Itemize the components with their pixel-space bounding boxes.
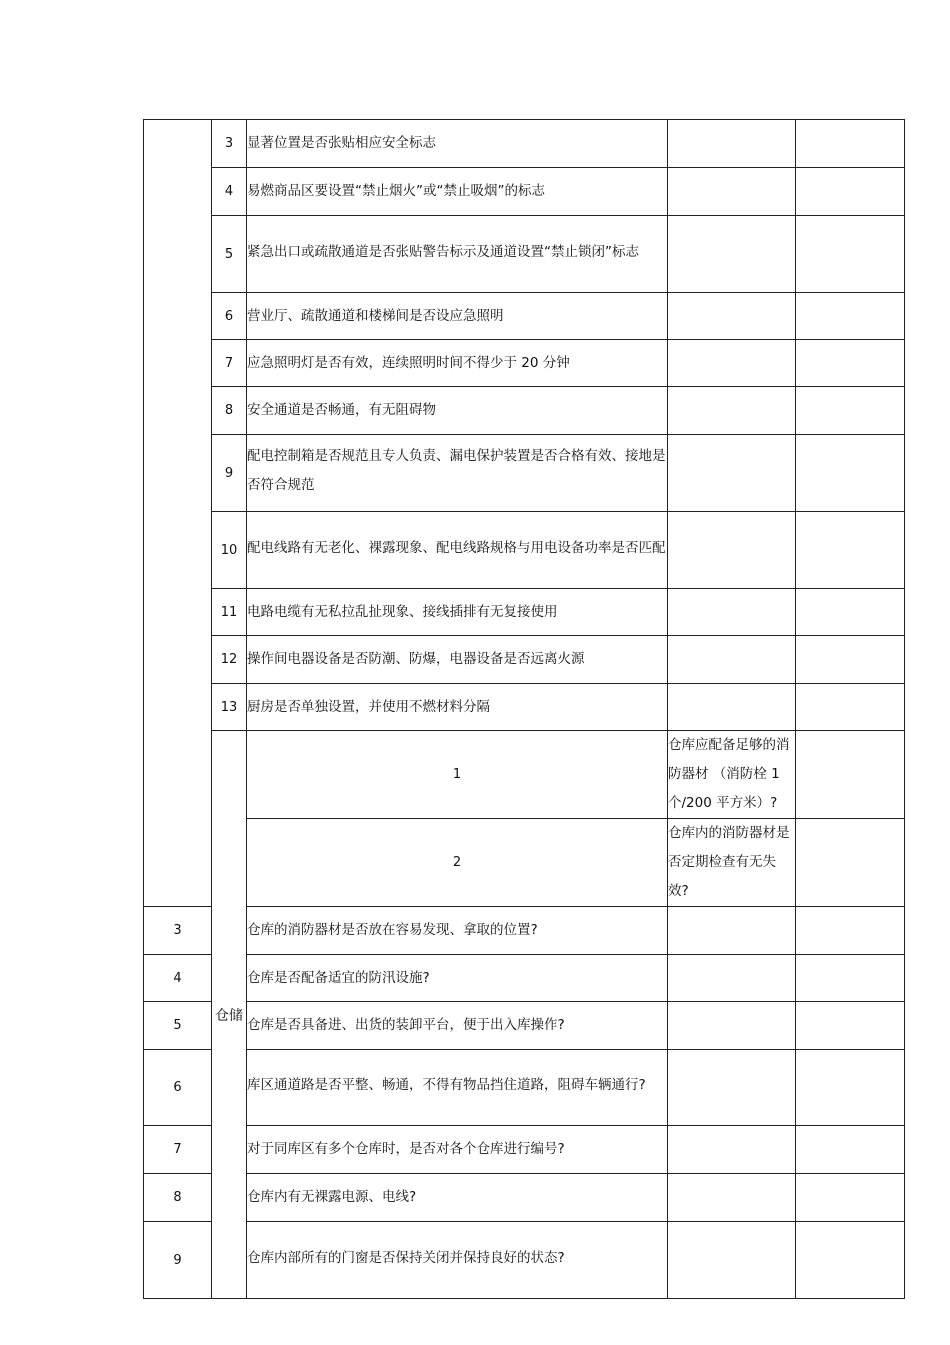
remark-cell[interactable] <box>796 293 905 340</box>
result-cell[interactable] <box>668 589 796 636</box>
table-row <box>144 819 905 907</box>
row-number: 3 <box>212 120 247 168</box>
check-item: 仓库内部所有的门窗是否保持关闭并保持良好的状态? <box>247 1222 668 1299</box>
check-item: 仓库是否配备适宜的防汛设施? <box>247 955 668 1002</box>
check-item: 操作间电器设备是否防潮、防爆，电器设备是否远离火源 <box>247 636 668 684</box>
check-item: 易燃商品区要设置“禁止烟火”或“禁止吸烟”的标志 <box>247 168 668 216</box>
table-row <box>144 340 905 387</box>
table-row <box>144 435 905 512</box>
result-cell[interactable] <box>668 120 796 168</box>
remark-cell[interactable] <box>796 684 905 731</box>
table-row <box>144 1002 905 1050</box>
row-number: 6 <box>212 293 247 340</box>
check-item: 厨房是否单独设置，并使用不燃材料分隔 <box>247 684 668 731</box>
table-row <box>144 512 905 589</box>
result-cell[interactable] <box>668 684 796 731</box>
check-item: 仓库的消防器材是否放在容易发现、拿取的位置? <box>247 907 668 955</box>
result-cell[interactable] <box>668 907 796 955</box>
remark-cell[interactable] <box>796 168 905 216</box>
result-cell[interactable] <box>668 955 796 1002</box>
row-number: 8 <box>212 387 247 435</box>
remark-cell[interactable] <box>796 907 905 955</box>
table-row <box>144 589 905 636</box>
remark-cell[interactable] <box>796 340 905 387</box>
remark-cell[interactable] <box>796 387 905 435</box>
result-cell[interactable] <box>668 1050 796 1126</box>
row-number: 11 <box>212 589 247 636</box>
category-cell <box>144 120 212 907</box>
remark-cell[interactable] <box>796 955 905 1002</box>
result-cell[interactable] <box>668 168 796 216</box>
table-row <box>144 955 905 1002</box>
check-item: 配电线路有无老化、裸露现象、配电线路规格与用电设备功率是否匹配 <box>247 512 668 589</box>
check-item: 电路电缆有无私拉乱扯现象、接线插排有无复接使用 <box>247 589 668 636</box>
table-row <box>144 684 905 731</box>
table-row <box>144 1222 905 1299</box>
check-item: 仓库内的消防器材是否定期检查有无失效? <box>668 819 796 907</box>
row-number: 6 <box>144 1050 212 1126</box>
check-item: 仓库应配备足够的消防器材 （消防栓 1个/200 平方米）? <box>668 731 796 819</box>
table-row <box>144 1174 905 1222</box>
check-item: 紧急出口或疏散通道是否张贴警告标示及通道设置“禁止锁闭”标志 <box>247 216 668 293</box>
remark-cell[interactable] <box>796 1222 905 1299</box>
remark-cell[interactable] <box>796 216 905 293</box>
remark-cell[interactable] <box>796 1174 905 1222</box>
remark-cell[interactable] <box>796 1002 905 1050</box>
row-number: 9 <box>212 435 247 512</box>
check-item: 库区通道路是否平整、畅通，不得有物品挡住道路，阻碍车辆通行? <box>247 1050 668 1126</box>
check-item: 安全通道是否畅通，有无阻碍物 <box>247 387 668 435</box>
row-number: 4 <box>144 955 212 1002</box>
row-number: 9 <box>144 1222 212 1299</box>
result-cell[interactable] <box>668 512 796 589</box>
table-row <box>144 216 905 293</box>
check-item: 配电控制箱是否规范且专人负责、漏电保护装置是否合格有效、接地是否符合规范 <box>247 435 668 512</box>
remark-cell[interactable] <box>796 1050 905 1126</box>
remark-cell[interactable] <box>796 512 905 589</box>
result-cell[interactable] <box>796 731 905 819</box>
check-item: 营业厅、疏散通道和楼梯间是否设应急照明 <box>247 293 668 340</box>
table-row <box>144 907 905 955</box>
remark-cell[interactable] <box>796 589 905 636</box>
table-row <box>144 731 905 819</box>
row-number: 5 <box>144 1002 212 1050</box>
table-row <box>144 387 905 435</box>
result-cell[interactable] <box>668 293 796 340</box>
row-number: 7 <box>212 340 247 387</box>
inspection-checklist-table <box>143 119 905 1299</box>
check-item: 仓库内有无裸露电源、电线? <box>247 1174 668 1222</box>
row-number: 13 <box>212 684 247 731</box>
table-row <box>144 636 905 684</box>
check-item: 对于同库区有多个仓库时，是否对各个仓库进行编号? <box>247 1126 668 1174</box>
result-cell[interactable] <box>668 1126 796 1174</box>
result-cell[interactable] <box>668 1002 796 1050</box>
row-number: 1 <box>247 731 668 819</box>
table-row <box>144 1050 905 1126</box>
result-cell[interactable] <box>668 340 796 387</box>
result-cell[interactable] <box>796 819 905 907</box>
row-number: 12 <box>212 636 247 684</box>
result-cell[interactable] <box>668 435 796 512</box>
row-number: 10 <box>212 512 247 589</box>
table-row <box>144 168 905 216</box>
table-row <box>144 1126 905 1174</box>
row-number: 2 <box>247 819 668 907</box>
row-number: 5 <box>212 216 247 293</box>
remark-cell[interactable] <box>796 120 905 168</box>
row-number: 4 <box>212 168 247 216</box>
result-cell[interactable] <box>668 387 796 435</box>
remark-cell[interactable] <box>796 435 905 512</box>
row-number: 8 <box>144 1174 212 1222</box>
row-number: 3 <box>144 907 212 955</box>
remark-cell[interactable] <box>796 1126 905 1174</box>
check-item: 应急照明灯是否有效，连续照明时间不得少于 20 分钟 <box>247 340 668 387</box>
remark-cell[interactable] <box>796 636 905 684</box>
check-item: 显著位置是否张贴相应安全标志 <box>247 120 668 168</box>
check-item: 仓库是否具备进、出货的装卸平台，便于出入库操作? <box>247 1002 668 1050</box>
row-number: 7 <box>144 1126 212 1174</box>
result-cell[interactable] <box>668 636 796 684</box>
table-row <box>144 293 905 340</box>
result-cell[interactable] <box>668 216 796 293</box>
category-cell: 仓储 <box>212 731 247 1299</box>
result-cell[interactable] <box>668 1174 796 1222</box>
table-row <box>144 120 905 168</box>
result-cell[interactable] <box>668 1222 796 1299</box>
